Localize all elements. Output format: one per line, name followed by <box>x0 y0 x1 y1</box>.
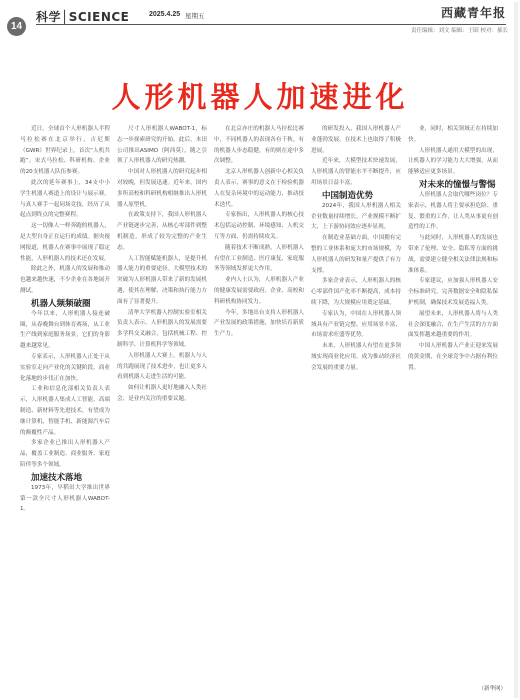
article-paragraph: 此次的延年赛事上，34支中小学生机器人赛道上的设计与展示赛。与真人赛手一起同场竞技，经历了从起点到终点的完整赛程。 <box>20 179 110 219</box>
article-paragraph: 专家指出，人形机器人的核心技术包括运动控制、环境感知、人机交互等方面，仍需持续攻关。 <box>214 212 304 240</box>
section-subheading: 加速技术落地 <box>31 472 83 483</box>
newspaper-brand: 西藏青年报 <box>440 6 506 20</box>
article-paragraph: 与此同时，人形机器人的发展也带来了伦理、安全、隐私等方面的挑战，需要建立健全相关法律法规和标准体系。 <box>408 235 498 274</box>
article-paragraph: 专家建议，应加强人形机器人安全标准研究，完善数据安全和隐私保护机制，确保技术发展造福人类。 <box>408 278 498 306</box>
issue-weekday: 星期五 <box>185 12 205 20</box>
section-subheading: 中国制造优势 <box>322 190 374 201</box>
article-paragraph: 人形机器人通用大模型的出现，让机器人的学习能力大大增强，从而能够适应更多场景。 <box>408 147 498 176</box>
article-paragraph: 未来，人形机器人有望在更多领域实现商业化应用，成为推动经济社会发展的重要力量。 <box>311 343 401 371</box>
article-paragraph: 人形机器人大赛上，机器人与人的共跑展现了技术进步，也让更多人看到机器人走进生活的可能。 <box>117 352 207 381</box>
page-number-badge: 14 <box>7 17 26 36</box>
article-column-2 <box>117 124 207 674</box>
page-header <box>0 0 520 38</box>
article-column-3 <box>214 124 304 674</box>
article-paragraph: 近年来，大模型技术快速发展，人形机器人的智能水平不断提升，应用场景日益丰富。 <box>311 158 401 186</box>
article-paragraph: 今年以来，人形机器人接连破圈，从春晚舞台到体育赛场，从工业生产线到家庭服务场景，它们的身影越来越常见。 <box>20 310 110 350</box>
article-paragraph: 在北京亦庄的机器人马拉松比赛中，不同机器人的表现各有千秋。有的机器人步态稳健，有的则在途中多次调整。 <box>214 126 304 165</box>
article-paragraph: 业，同时，相关领域正在持续加快。 <box>408 126 498 143</box>
article-column-5 <box>408 124 498 674</box>
article-headline: 人形机器人加速进化 <box>111 80 409 114</box>
article-paragraph: 人工智能赋能机器人，是提升机器人能力的重要途径。大模型技术的突破为人形机器人带来了新的发展机遇，使其在理解、决策和执行能力方面有了显著提升。 <box>117 255 207 305</box>
article-paragraph: 尺寸人形机器人WABOT-1，标志一步探索研究的开始。此后，本田公司推出ASIMO（阿西莫），随之引领了人形机器人的研究热潮。 <box>117 126 207 165</box>
section-subheading: 机器人频频破圈 <box>31 298 91 309</box>
article-paragraph: 展望未来，人形机器人将与人类社会深度融合，在生产生活的方方面面发挥越来越重要的作用。 <box>408 310 498 339</box>
article-paragraph: 多家企业表示，人形机器人的核心零部件国产化率不断提高，成本持续下降，为大规模应用奠定基础。 <box>311 278 401 306</box>
article-paragraph: 在制造业基础方面，中国拥有完整的工业体系和庞大的市场规模，为人形机器人的研发和量产提供了有力支撑。 <box>311 235 401 274</box>
article-paragraph: 北京人形机器人创新中心相关负责人表示，赛事的意义在于检验机器人在复杂环境中的运动能力，推动技术迭代。 <box>214 169 304 208</box>
section-title: 科学│SCIENCE <box>36 10 130 24</box>
article-paragraph: 近日，全球首个人形机器人半程马拉松赛在北京举行，吉尼斯（GWR）世界纪录上，首次“人机共跑”。宋式马拉松、科研机构、企业的20支机器人队伍参赛。 <box>20 126 110 176</box>
article-paragraph: 这一切像人一样奔跑的机器人，是大型自身正在运行的成绩。据央视网报道，机器人在赛事中展现了稳定性能，人形机器人的技术还在发展。 <box>20 223 110 262</box>
article-paragraph: 除此之外，机器人的发展和推动也越来越快速，不少企业在各地展开测试。 <box>20 266 110 294</box>
article-paragraph: 多家企业已推出人形机器人产品，覆盖工业制造、商业服务、家庭陪伴等多个领域。 <box>20 440 110 468</box>
article-paragraph: 专家认为，中国在人形机器人领域具有产业链完整、应用场景丰富、市场需求旺盛等优势。 <box>311 310 401 339</box>
editor-credits: 责任编辑：刘文 编辑：王昭 校对：郝长 <box>411 28 508 34</box>
article-paragraph: 在政策支持下，我国人形机器人产业链逐步完善，从核心零部件到整机制造，形成了较为完整的产业生态。 <box>117 212 207 251</box>
article-paragraph: 的研发投入，我国人形机器人产业蓬勃发展，在技术上也取得了积极进展。 <box>311 126 401 154</box>
article-paragraph: 如何让机器人更好地融入人类社会，是业内关注的重要议题。 <box>117 385 207 402</box>
article-paragraph: 中国人形机器人产业正迎来发展的黄金期，在全球竞争中占据有利位置。 <box>408 343 498 371</box>
article-paragraph: 2024年，我国人形机器人相关企业数量持续增长，产业规模不断扩大，上下游协同效应逐步显现。 <box>311 202 401 231</box>
footer-source: （新华网） <box>478 686 506 692</box>
article-column-1 <box>20 124 110 674</box>
article-paragraph: 随着技术不断成熟，人形机器人有望在工业制造、医疗康复、家庭服务等领域发挥更大作用。 <box>214 244 304 273</box>
article-paragraph: 清华大学机器人控制实验室相关负责人表示，人形机器人的发展需要多学科交叉融合，包括机械工程、控制科学、计算机科学等领域。 <box>117 309 207 348</box>
article-paragraph: 今年，多地出台支持人形机器人产业发展的政策措施，加快培育新质生产力。 <box>214 309 304 338</box>
article-column-4 <box>311 124 401 674</box>
article-paragraph: 业内人士认为，人形机器人产业的健康发展需要政府、企业、高校和科研机构协同发力。 <box>214 277 304 305</box>
issue-date: 2025.4.25 <box>149 11 181 18</box>
article-paragraph: 人形机器人会取代哪些岗位？专家表示，机器人将主要承担危险、重复、繁重的工作，让人类从事更有创造性的工作。 <box>408 191 498 231</box>
article-paragraph: 1973年，早稻田大学推出世界第一款全尺寸人形机器人WABOT-1。 <box>20 484 110 513</box>
header-rule <box>36 24 506 25</box>
article-paragraph: 工业和信息化部相关负责人表示，人形机器人集成人工智能、高端制造、新材料等先进技术，有望成为继计算机、智能手机、新能源汽车后的颠覆性产品。 <box>20 386 110 436</box>
section-subheading: 对未来的憧憬与警惕 <box>419 179 496 190</box>
article-paragraph: 中国对人形机器人的研究起步相对较晚，但发展迅速。近年来，国内多所高校和科研机构相继推出人形机器人原型机。 <box>117 169 207 208</box>
article-paragraph: 专家表示，人形机器人正处于从实验室走向产业化的关键阶段，商业化落地的步伐正在加快。 <box>20 353 110 382</box>
